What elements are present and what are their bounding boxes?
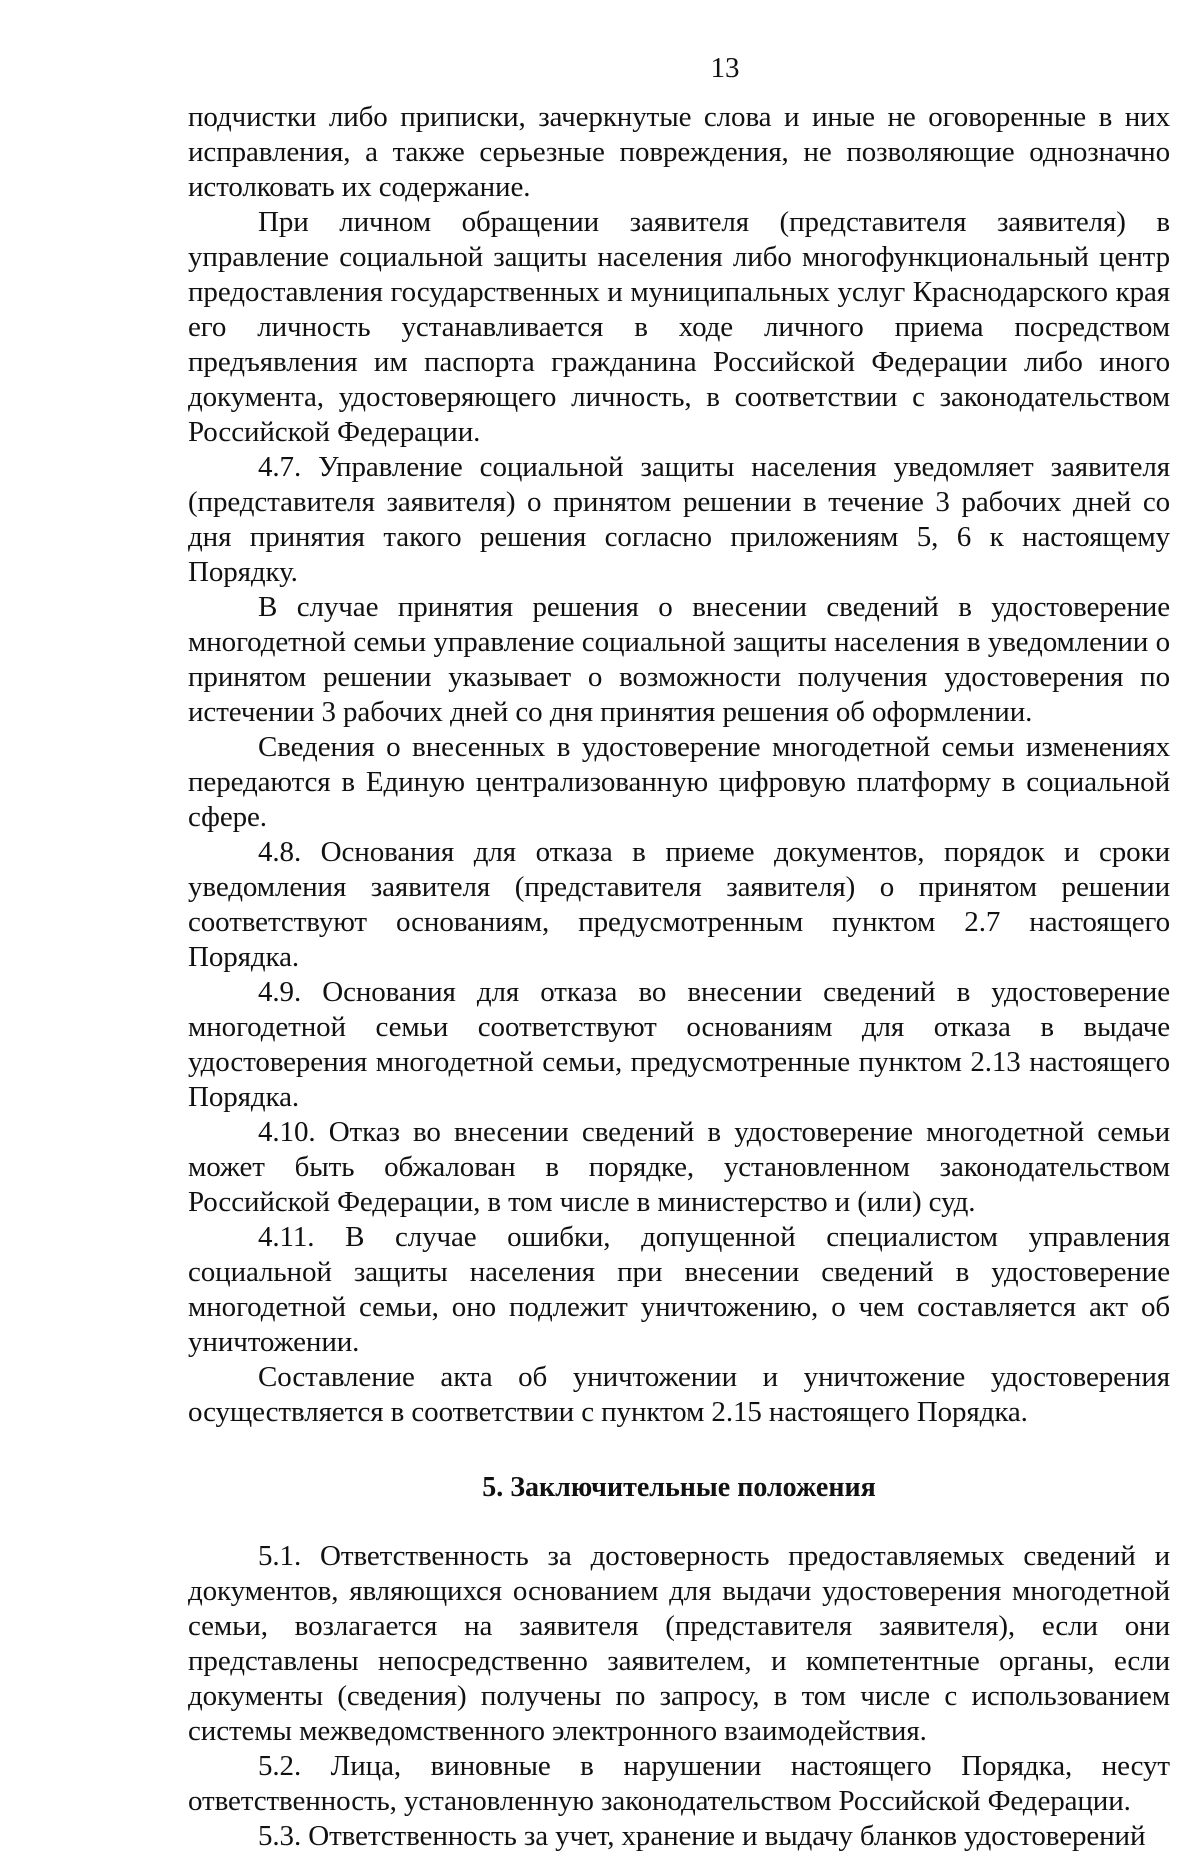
page-number: 13 [710,52,740,84]
document-page [188,50,1170,1854]
paragraph-4-7: 4.7. Управление социальной защиты населения уведомляет заявителя (представителя заявителя) о принятом решении в течение 3 рабочих дней со дня принятия такого решения согласно приложениям 5, 6 к настоящему Порядку. [188,451,1170,588]
paragraph-decision-notice: В случае принятия решения о внесении сведений в удостоверение многодетной семьи управление социальной защиты населения в уведомлении о принятом решении указывает о возможности получения удостоверения по истечении 3 рабочих дней со дня принятия решения об оформлении. [188,591,1170,728]
paragraph-4-8: 4.8. Основания для отказа в приеме документов, порядок и сроки уведомления заявителя (представителя заявителя) о принятом решении соответствуют основаниям, предусмотренным пунктом 2.7 настоящего Порядка. [188,836,1170,973]
paragraph-personal-appeal: При личном обращении заявителя (представителя заявителя) в управление социальной защиты населения либо многофункциональный центр предоставления государственных и муниципальных услуг Краснодарского края его личность устанавливается в ходе личного приема посредством предъявления им паспорта гражданина Российской Федерации либо иного документа, удостоверяющего личность, в соответствии с законодательством Российской Федерации. [188,206,1170,448]
paragraph-4-9: 4.9. Основания для отказа во внесении сведений в удостоверение многодетной семьи соответствуют основаниям для отказа в выдаче удостоверения многодетной семьи, предусмотренные пунктом 2.13 настоящего Порядка. [188,976,1170,1113]
paragraph-5-3: 5.3. Ответственность за учет, хранение и выдачу бланков удостоверений [258,1820,1146,1852]
paragraph-continuation: подчистки либо приписки, зачеркнутые слова и иные не оговоренные в них исправления, а также серьезные повреждения, не позволяющие однозначно истолковать их содержание. [188,101,1170,203]
paragraph-5-1: 5.1. Ответственность за достоверность предоставляемых сведений и документов, являющихся основанием для выдачи удостоверения многодетной семьи, возлагается на заявителя (представителя заявителя), если они представлены непосредственно заявителем, и компетентные органы, если документы (сведения) получены по запросу, в том числе с использованием системы межведомственного электронного взаимодействия. [188,1540,1170,1747]
paragraph-4-10: 4.10. Отказ во внесении сведений в удостоверение многодетной семьи может быть обжалован в порядке, установленном законодательством Российской Федерации, в том числе в министерство и (или) суд. [188,1116,1170,1218]
paragraph-destruction-act: Составление акта об уничтожении и уничтожение удостоверения осуществляется в соответствии с пунктом 2.15 настоящего Порядка. [188,1361,1170,1428]
paragraph-5-2: 5.2. Лица, виновные в нарушении настоящего Порядка, несут ответственность, установленную законодательством Российской Федерации. [188,1750,1170,1817]
paragraph-platform-transfer: Сведения о внесенных в удостоверение многодетной семьи изменениях передаются в Единую централизованную цифровую платформу в социальной сфере. [188,731,1170,833]
paragraph-4-11: 4.11. В случае ошибки, допущенной специалистом управления социальной защиты населения при внесении сведений в удостоверение многодетной семьи, оно подлежит уничтожению, о чем составляется акт об уничтожении. [188,1221,1170,1358]
section-heading: 5. Заключительные положения [482,1472,876,1503]
